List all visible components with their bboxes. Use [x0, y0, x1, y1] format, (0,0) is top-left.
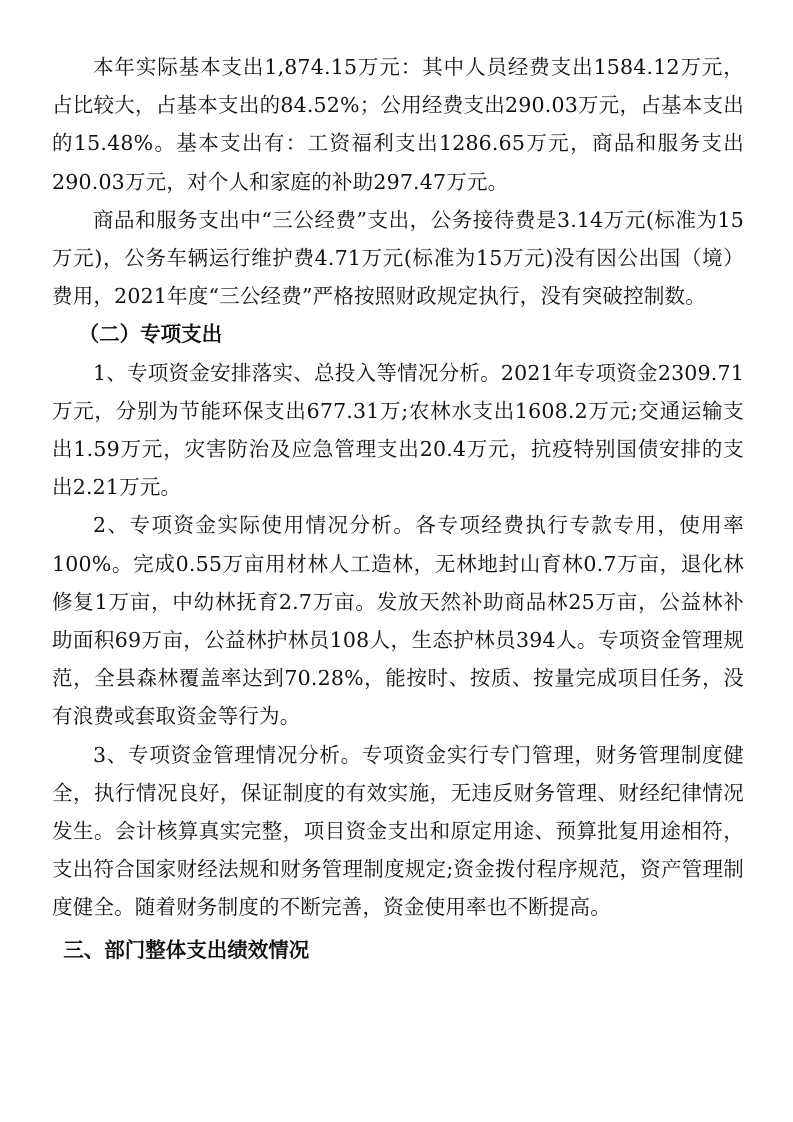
- paragraph-three-public-funds: 商品和服务支出中“三公经费”支出，公务接待费是3.14万元(标准为15万元)，公务车辆运行维护费4.71万元(标准为15万元)没有因公出国（境）费用，2021年度“三公经费”严格按照财政规定执行，没有突破控制数。: [52, 207, 744, 309]
- paragraph-basic-expense: 本年实际基本支出1,874.15万元：其中人员经费支出1584.12万元，占比较大，占基本支出的84.52%；公用经费支出290.03万元，占基本支出的15.48%。基本支出有：工资福利支出1286.65万元，商品和服务支出290.03万元，对个人和家庭的补助297.47万元。: [52, 55, 744, 194]
- paragraph-special-2: 2、专项资金实际使用情况分析。各专项经费执行专款专用，使用率100%。完成0.55万亩用材林人工造林，无林地封山育林0.7万亩，退化林修复1万亩，中幼林抚育2.7万亩。发放天然补助商品林25万亩，公益林补助面积69万亩，公益林护林员108人，生态护林员394人。专项资金管理规范，全县森林覆盖率达到70.28%，能按时、按质、按量完成项目任务，没有浪费或套取资金等行为。: [52, 513, 744, 729]
- paragraph-special-1: 1、专项资金安排落实、总投入等情况分析。2021年专项资金2309.71万元，分别为节能环保支出677.31万;农林水支出1608.2万元;交通运输支出1.59万元，灾害防治及应急管理支出20.4万元，抗疫特别国债安排的支出2.21万元。: [52, 360, 744, 500]
- heading-section-3: 三、部门整体支出绩效情况: [63, 937, 310, 962]
- paragraph-special-3: 3、专项资金管理情况分析。专项资金实行专门管理，财务管理制度健全，执行情况良好，保证制度的有效实施，无违反财务管理、财经纪律情况发生。会计核算真实完整，项目资金支出和原定用途、预算批复用途相符，支出符合国家财经法规和财务管理制度规定;资金拨付程序规范，资产管理制度健全。随着财务制度的不断完善，资金使用率也不断提高。: [52, 742, 744, 920]
- heading-special-expense: （二）专项支出: [78, 322, 223, 347]
- document-page: [52, 48, 744, 969]
